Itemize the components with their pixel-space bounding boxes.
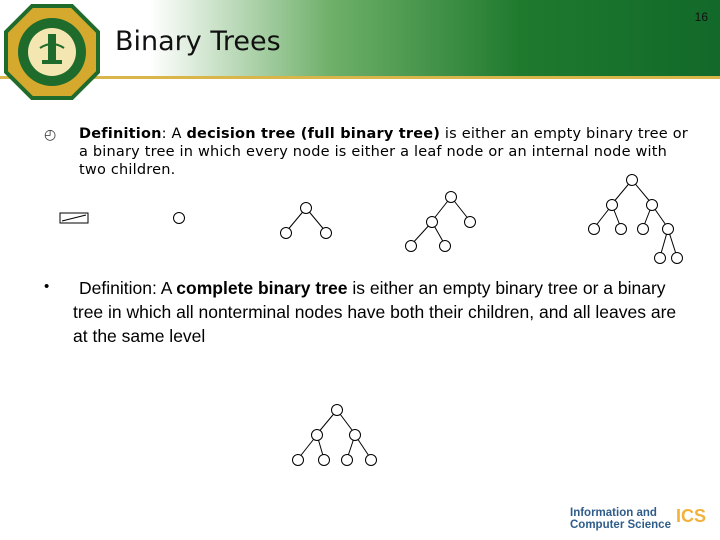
full-tree-5-nodes — [406, 192, 476, 252]
definition-text-a: : A — [161, 126, 187, 142]
tree-node — [301, 203, 312, 214]
full-tree-3-nodes — [281, 203, 332, 239]
ics-mark-icon: ICS — [676, 506, 707, 526]
definition-label: Definition — [79, 126, 162, 142]
tree-node — [663, 224, 674, 235]
tree-node — [607, 200, 618, 211]
tree-node — [446, 192, 457, 203]
slide-title: Binary Trees — [115, 26, 281, 57]
footer-line-2: Computer Science — [570, 519, 671, 531]
slide-number: 16 — [694, 10, 708, 24]
tree-node — [427, 217, 438, 228]
tree-node — [627, 175, 638, 186]
tree-node — [647, 200, 658, 211]
tree-node — [342, 455, 353, 466]
tree-node — [312, 430, 323, 441]
definition-term: complete binary tree — [176, 278, 348, 298]
tree-node — [293, 455, 304, 466]
tree-node — [332, 405, 343, 416]
definition-text-a: : A — [151, 278, 177, 298]
tree-node — [406, 241, 417, 252]
bullet-dot: • — [44, 278, 50, 295]
tree-node — [319, 455, 330, 466]
tree-node — [465, 217, 476, 228]
tree-node — [655, 253, 666, 264]
footer-logo-text — [570, 507, 671, 531]
footer-line-1: Information and — [570, 507, 657, 519]
tree-node — [440, 241, 451, 252]
empty-tree-diagram — [60, 213, 88, 223]
definition-label: Definition — [79, 278, 152, 298]
definition-text-b: is either an empty binary tree or a binary tree in which all nonterminal nodes have both their children, and all leaves are at the same level — [73, 278, 677, 346]
tree-node — [366, 455, 377, 466]
tree-node — [174, 213, 185, 224]
tree-node — [350, 430, 361, 441]
tree-node — [616, 224, 627, 235]
tree-node — [321, 228, 332, 239]
clock-bullet-icon: ◴ — [44, 126, 57, 142]
ics-footer-logo — [566, 505, 716, 535]
tree-node — [638, 224, 649, 235]
full-tree-9-nodes — [589, 175, 683, 264]
tree-node — [281, 228, 292, 239]
tree-node — [672, 253, 683, 264]
definition-term: decision tree (full binary tree) — [186, 126, 441, 142]
tree-node — [589, 224, 600, 235]
complete-tree-7-nodes — [293, 405, 377, 466]
definition-text-b: is either an empty binary tree or a binary tree in which every node is either a leaf node or an internal node with two children. — [79, 126, 688, 178]
